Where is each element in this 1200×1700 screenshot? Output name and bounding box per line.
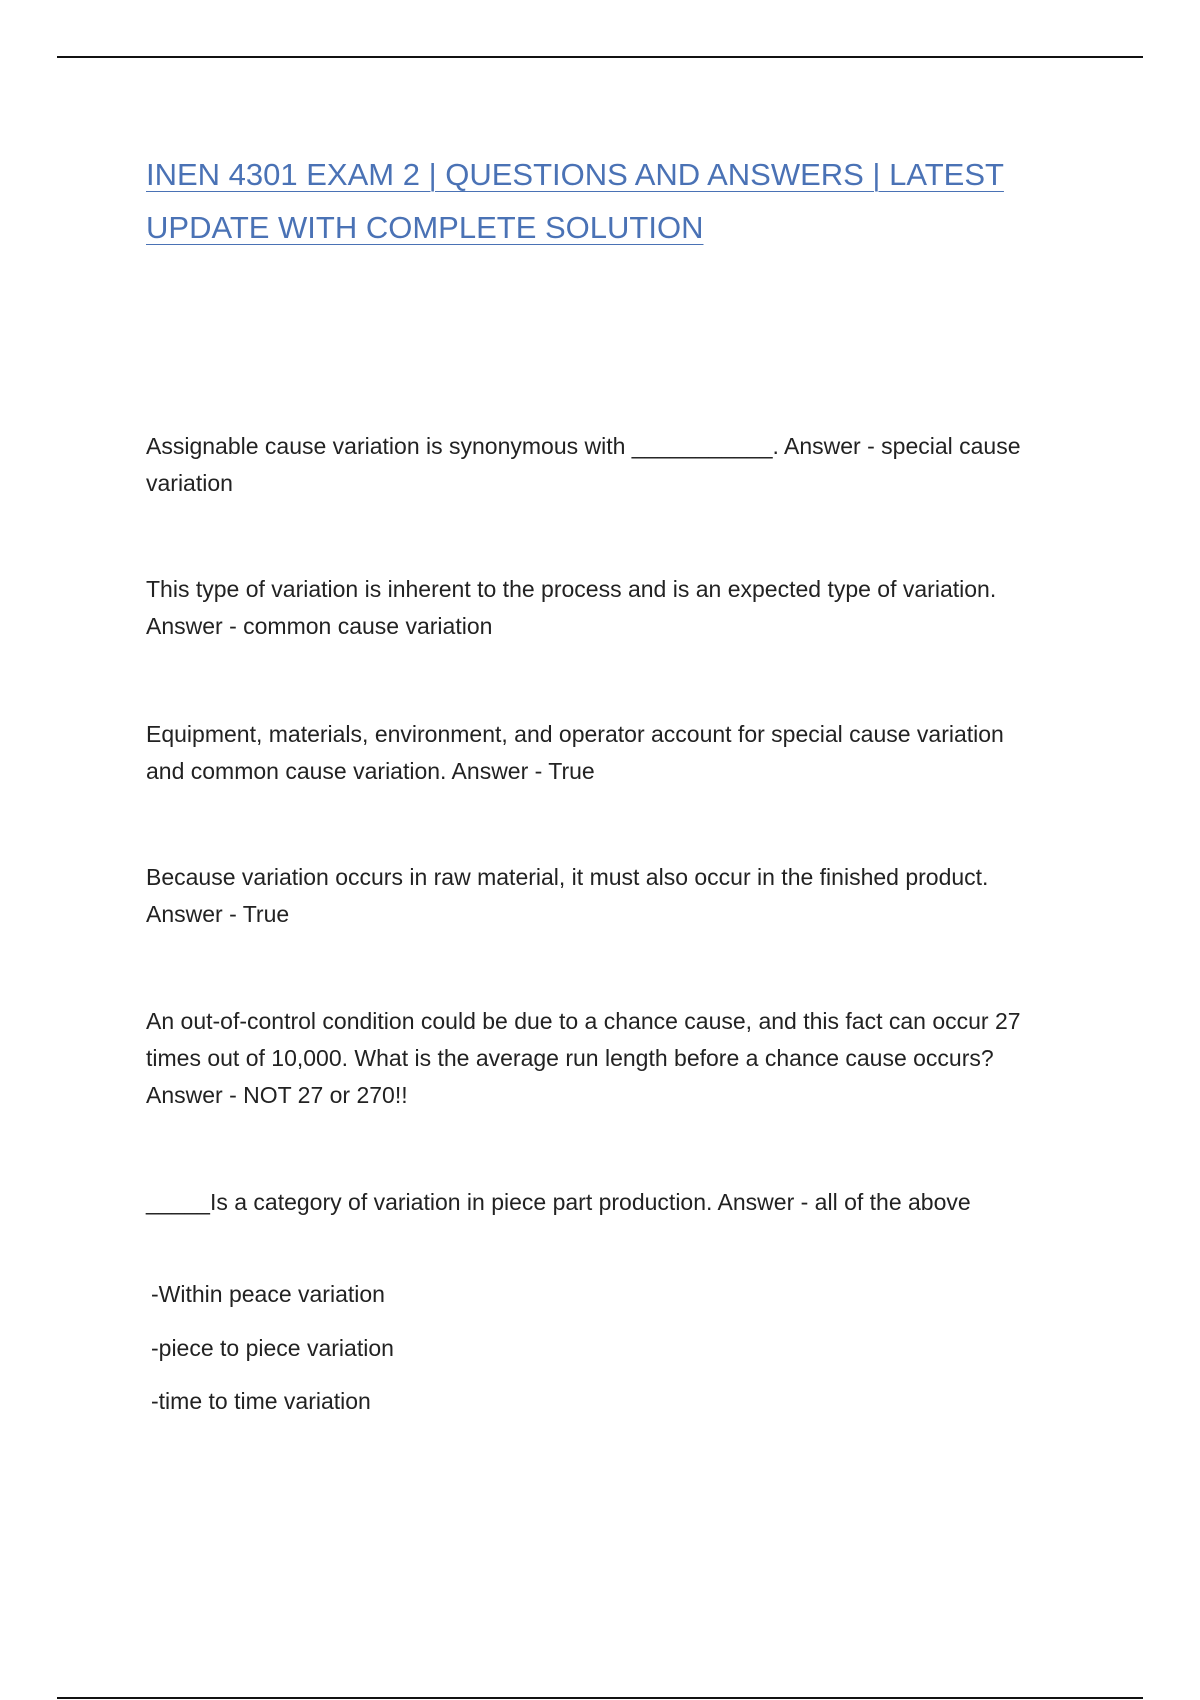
qa-item-6: _____Is a category of variation in piece part production. Answer - all of the above xyxy=(146,1189,971,1215)
option-piece-to-piece: -piece to piece variation xyxy=(151,1335,394,1361)
document-title[interactable]: INEN 4301 EXAM 2 | QUESTIONS AND ANSWERS | LATEST UPDATE WITH COMPLETE SOLUTION xyxy=(146,157,1004,245)
qa-item-1: Assignable cause variation is synonymous with ___________. Answer - special cause variation xyxy=(146,433,1021,496)
qa-item-4: Because variation occurs in raw material, it must also occur in the finished product. Answer - True xyxy=(146,864,989,927)
qa-item-2: This type of variation is inherent to the process and is an expected type of variation. Answer - common cause variation xyxy=(146,576,997,639)
bottom-rule xyxy=(57,1697,1143,1699)
option-within-piece: -Within peace variation xyxy=(151,1281,385,1307)
qa-item-5: An out-of-control condition could be due to a chance cause, and this fact can occur 27 times out of 10,000. What is the average run length before a chance cause occurs? Answer - NOT 27 or 270!! xyxy=(146,1008,1021,1108)
qa-item-3: Equipment, materials, environment, and operator account for special cause variation and common cause variation. Answer - True xyxy=(146,721,1004,784)
top-rule xyxy=(57,56,1143,58)
option-time-to-time: -time to time variation xyxy=(151,1388,371,1414)
